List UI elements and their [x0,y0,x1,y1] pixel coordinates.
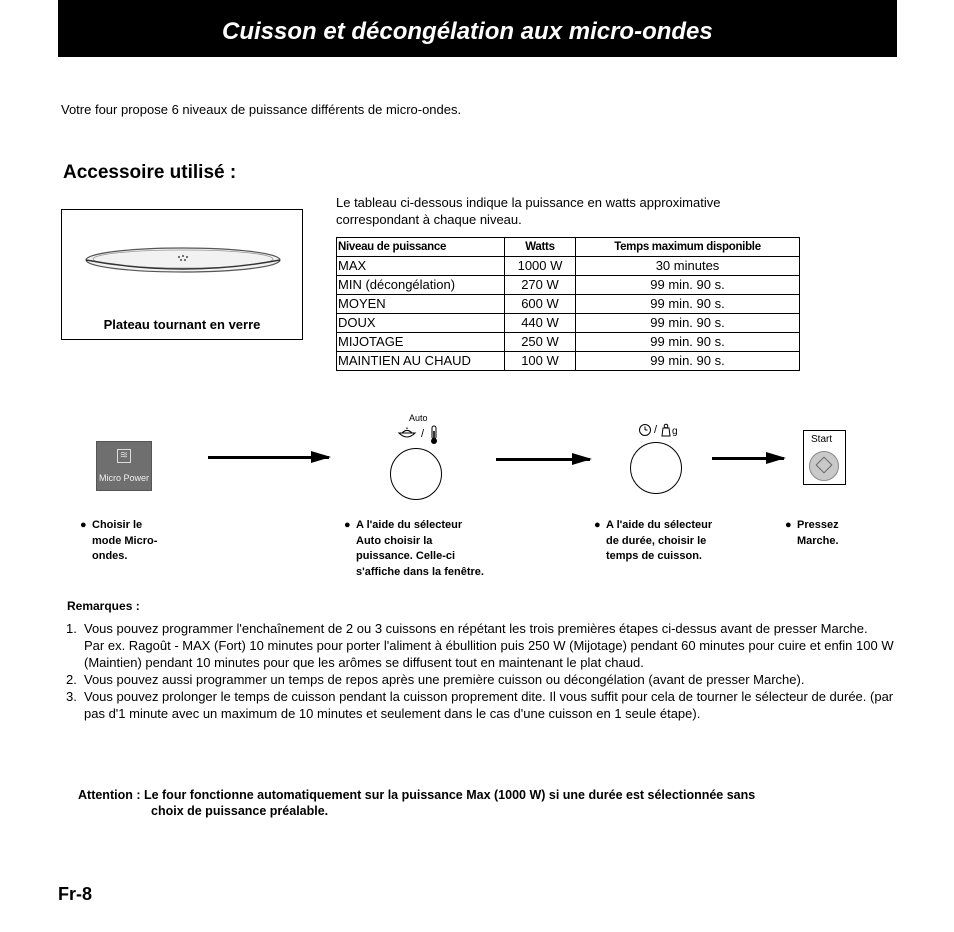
start-panel [803,430,846,485]
table-header-row [337,238,800,257]
table-cell: 1000 W [505,257,576,276]
bullet-icon: ● [80,519,87,531]
table-cell: 270 W [505,276,576,295]
table-row [337,257,800,276]
table-cell: 600 W [505,295,576,314]
flow-arrow [208,456,329,459]
table-cell: 99 min. 90 s. [576,295,800,314]
time-symbols [638,423,684,443]
table-cell: DOUX [337,314,505,333]
auto-label: Auto [409,413,428,423]
header-banner [58,0,897,57]
start-label: Start [811,434,833,445]
step-1-text: ● Choisir le mode Micro- ondes. [80,519,158,562]
flow-arrow [712,457,784,460]
remark-item: 2. Vous pouvez aussi programmer un temps de repos après une première cuisson ou décongélation (avant de presser Marche). [66,672,805,687]
bullet-icon: ● [785,519,792,531]
table-cell: 99 min. 90 s. [576,333,800,352]
step-3-text: ● A l'aide du sélecteur de durée, choisir le temps de cuisson. [594,519,713,562]
intro-text: Votre four propose 6 niveaux de puissance différents de micro-ondes. [61,102,462,117]
start-button[interactable] [809,451,839,481]
clock-icon [638,423,652,437]
column-header: Niveau de puissance [337,238,505,257]
table-cell: 440 W [505,314,576,333]
attention-note: Attention : Le four fonctionne automatiquement sur la puissance Max (1000 W) si une durée est sélectionnée sans choix de puissance préalable. [78,788,756,818]
thermometer-icon [429,425,439,445]
weight-icon [660,423,672,437]
table-cell: MAX [337,257,505,276]
table-cell: 100 W [505,352,576,371]
column-header: Temps maximum disponible [576,238,800,257]
table-cell: MIN (décongélation) [337,276,505,295]
table-row [337,295,800,314]
dish-icon [397,427,417,441]
table-cell: 99 min. 90 s. [576,276,800,295]
micro-power-button[interactable] [96,441,152,491]
auto-symbols [397,425,443,445]
column-header: Watts [505,238,576,257]
step-2-text: ● A l'aide du sélecteur Auto choisir la puissance. Celle-ci s'affiche dans la fenêtre. [344,519,484,578]
page-title: Cuisson et décongélation aux micro-ondes [222,18,713,45]
remarks-list [66,620,896,722]
table-cell: MOYEN [337,295,505,314]
time-separator: / [654,424,658,436]
table-cell: 99 min. 90 s. [576,352,800,371]
bullet-icon: ● [594,519,601,531]
auto-separator: / [421,428,425,440]
table-cell: 250 W [505,333,576,352]
table-cell: 99 min. 90 s. [576,314,800,333]
page-number: Fr-8 [58,884,93,904]
weight-unit: g [672,426,678,437]
power-levels-table [336,237,800,371]
table-row [337,352,800,371]
microwave-waves-icon: ≋ [117,449,131,463]
table-intro: Le tableau ci-dessous indique la puissance en watts approximative correspondant à chaque niveau. [336,195,721,227]
bullet-icon: ● [344,519,351,531]
accessory-box [61,209,303,340]
table-row [337,333,800,352]
time-weight-dial[interactable] [630,442,682,494]
glass-turntable-icon [62,238,304,318]
table-row [337,314,800,333]
accessory-heading: Accessoire utilisé : [63,162,237,183]
micro-power-label: Micro Power [98,473,149,483]
table-cell: MAINTIEN AU CHAUD [337,352,505,371]
start-diamond-icon [816,457,833,474]
auto-dial[interactable] [390,448,442,500]
remark-item: 1. Vous pouvez programmer l'enchaînement de 2 ou 3 cuissons en répétant les trois premières étapes ci-dessus avant de presser Marche. Par ex. Ragoût - MAX (Fort) 10 minutes pour porter l'aliment à ébullition puis 250 W (Mijotage) pendant 60 minutes pour cuire et enfin 100 W (Maintien) pendant 10 minutes pour que les arômes se diffusent tout en maintenant le plat chaud. [66,621,894,670]
flow-arrow [496,458,590,461]
accessory-caption: Plateau tournant en verre [103,317,261,332]
table-cell: 30 minutes [576,257,800,276]
remark-item: 3. Vous pouvez prolonger le temps de cuisson pendant la cuisson proprement dite. Il vous suffit pour cela de tourner le sélecteur de durée. (par pas d'1 minute avec un maximum de 10 minutes et seulement dans le cas d'une cuisson en 1 seule étape). [66,689,894,721]
remarks-heading: Remarques : [67,599,140,613]
step-4-text: ● Pressez Marche. [785,519,839,547]
table-cell: MIJOTAGE [337,333,505,352]
table-row [337,276,800,295]
